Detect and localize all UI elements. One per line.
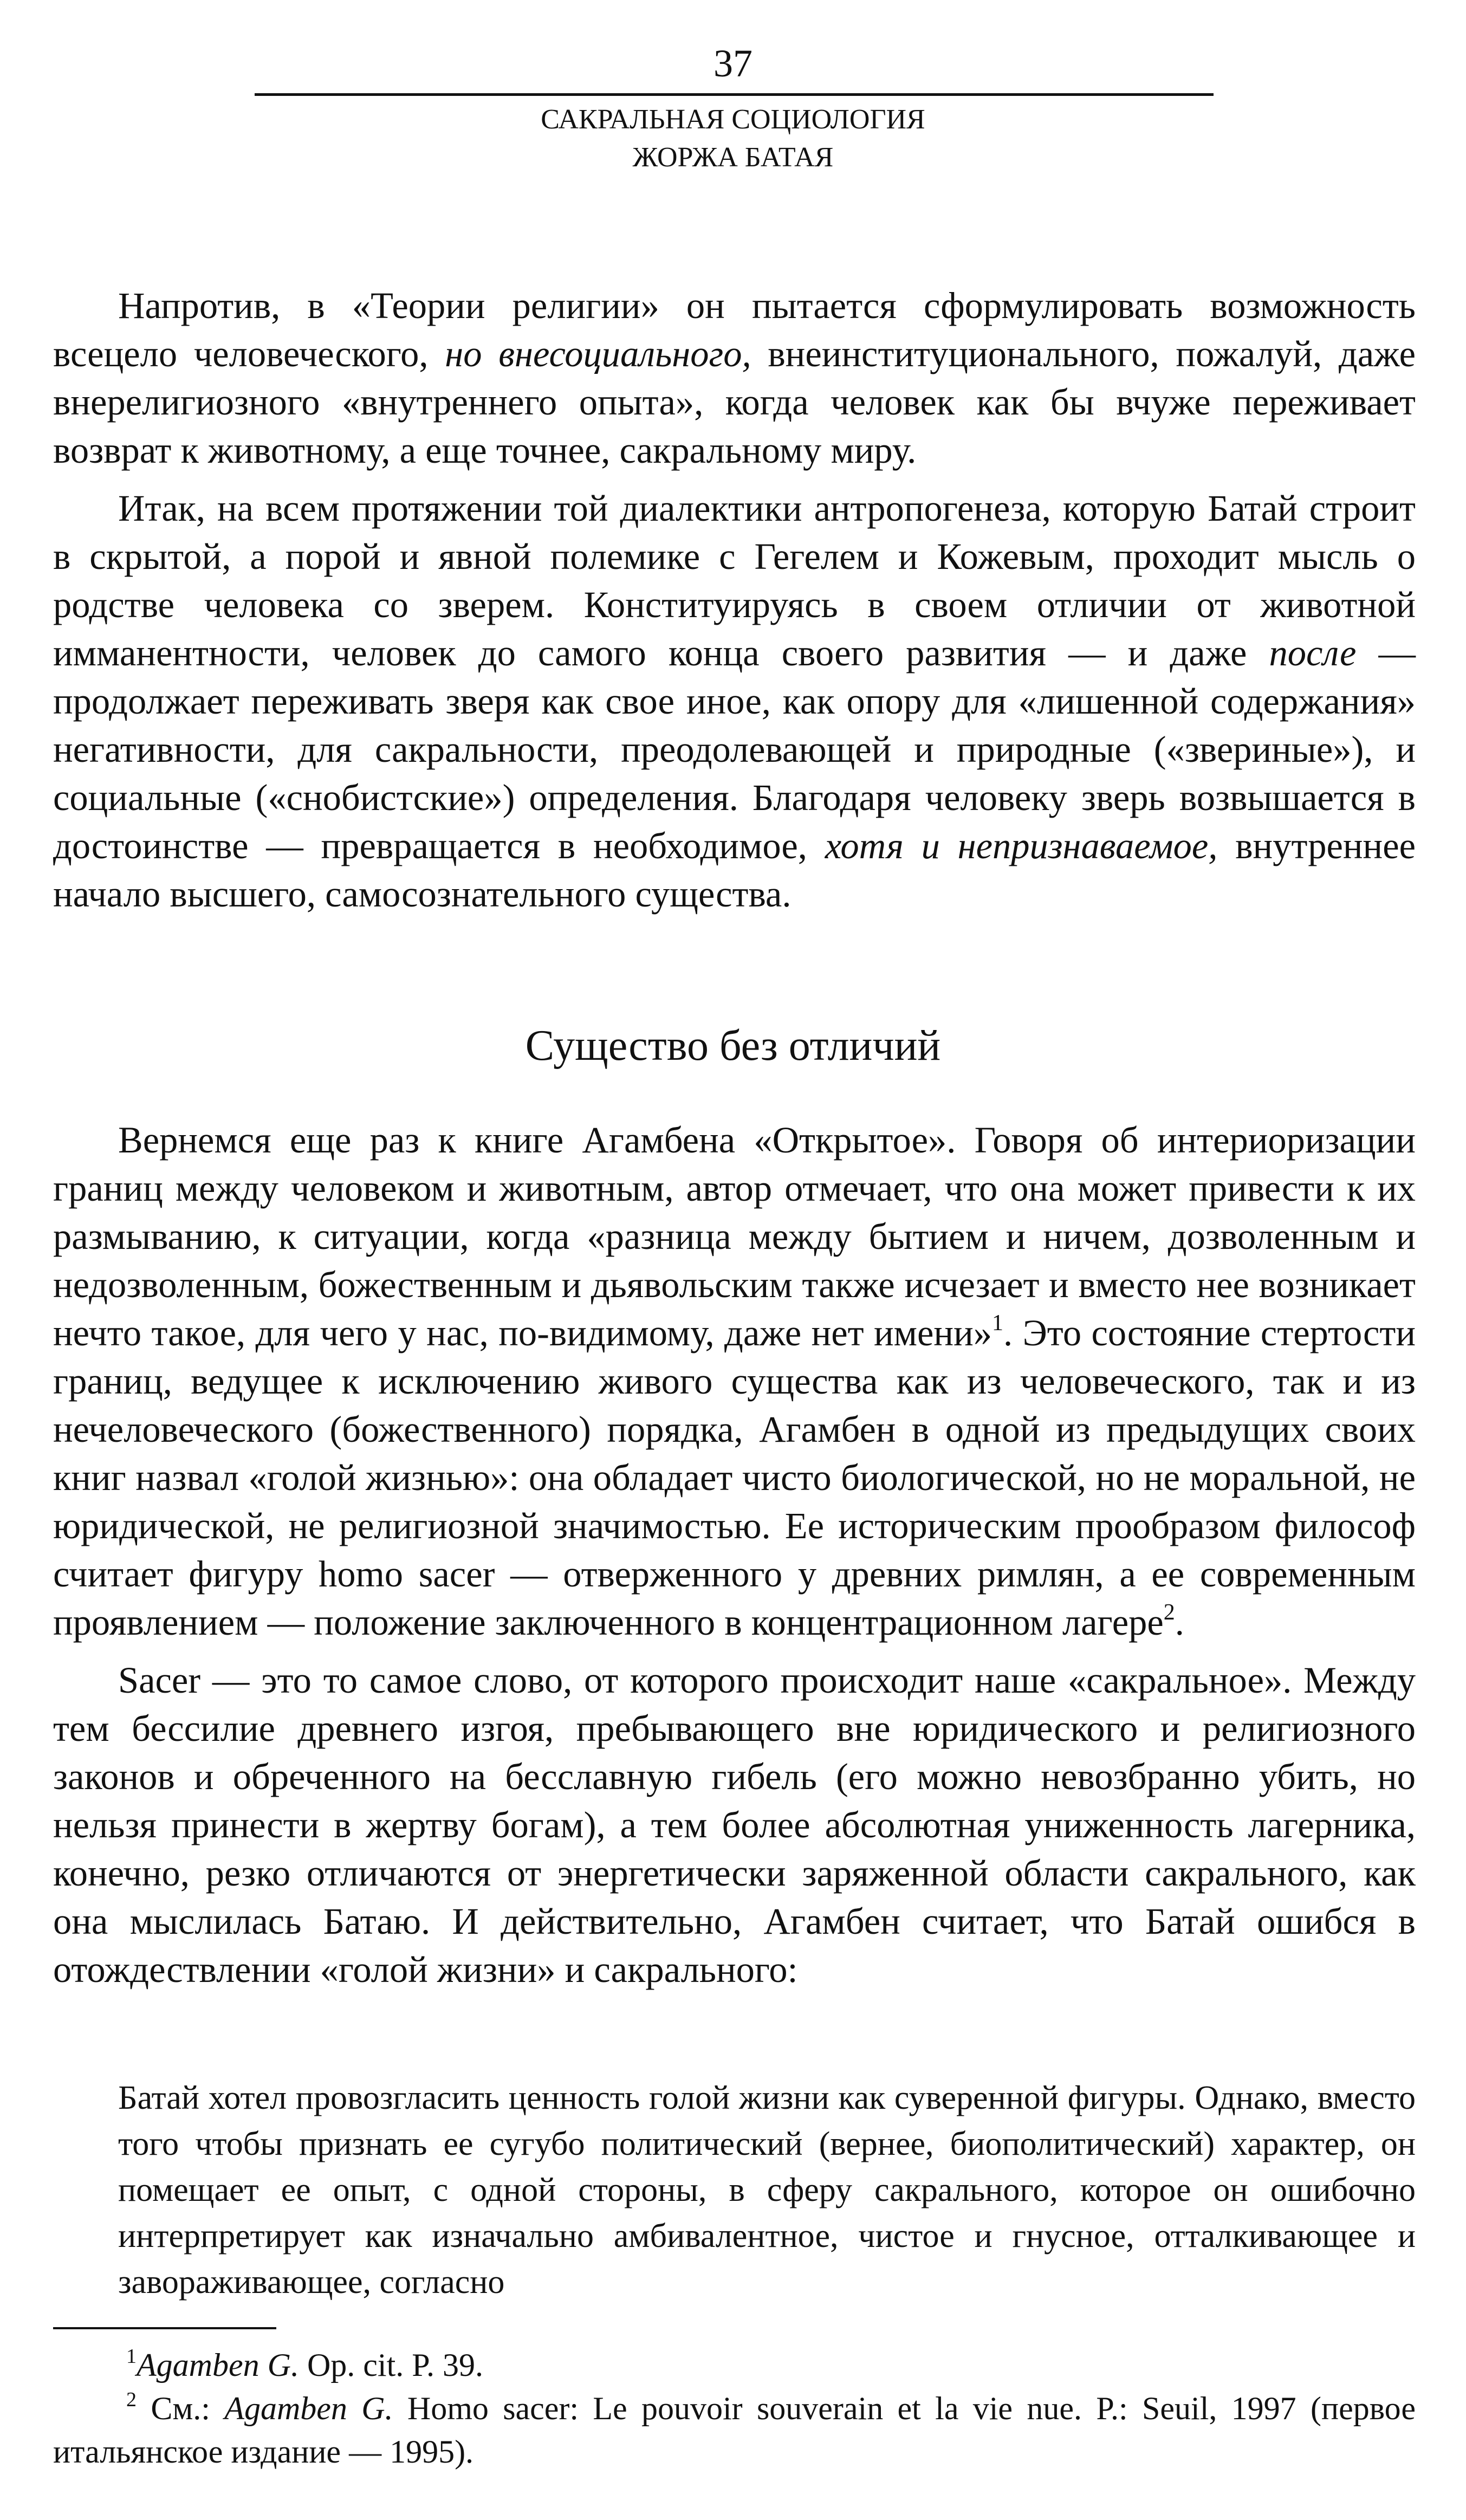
section-heading: Существо без отличий — [525, 1022, 941, 1070]
paragraph — [53, 1116, 1416, 1647]
paragraph — [53, 484, 1416, 918]
italic-run: хотя и непризнаваемое, — [825, 825, 1218, 866]
italic-run: после — [1269, 632, 1357, 673]
block-quote — [118, 2075, 1416, 2305]
footnote-number: 1 — [126, 2345, 137, 2368]
quote-text: Батай хотел провозгласить ценность голой жизни как суверенной фигуры. Однако, вместо того чтобы признать ее сугубо политический (вернее, биополитический) характер, он помещает ее опыт, с одной стороны, в сферу сакрального, которое он ошибочно интерпретирует как изначально амбивалентное, чистое и гнусное, отталкивающее и завораживающее, согласно — [118, 2080, 1416, 2301]
footnote-author: Agamben G. — [137, 2347, 299, 2383]
text-run: Напротив, в «Теории религии» он пытается сформулировать возможность всецело человеческого, — [53, 285, 1416, 374]
footnote-author: Agamben G. — [224, 2391, 393, 2426]
running-title-line-1: САКРАЛЬНАЯ СОЦИОЛОГИЯ — [541, 104, 925, 135]
running-title — [0, 101, 1466, 177]
italic-run: но внесоциального, — [445, 333, 751, 374]
footnote-text: Op. cit. P. 39. — [299, 2347, 483, 2383]
text-run: . — [1175, 1602, 1184, 1643]
text-block-main — [53, 1116, 1416, 1994]
running-title-line-2: ЖОРЖА БАТАЯ — [632, 142, 834, 173]
footnote-text: См.: — [137, 2391, 225, 2426]
footnote-ref[interactable]: 2 — [1163, 1600, 1175, 1625]
paragraph: Sacer — это то самое слово, от которого происходит наше «сакральное». Между тем бессилие древнего изгоя, пребывающего вне юридического и религиозного законов и обреченного на бесславную гибель (его можно невозбранно убить, но нельзя принести в жертву богам), а тем более абсолютная униженность лагерника, конечно, резко отличаются от энергетически заряженной области сакрального, как она мыслилась Батаю. И действительно, Агамбен считает, что Батай ошибся в отождествлении «голой жизни» и сакрального: — [53, 1660, 1416, 1990]
text-run: внутреннее начало высшего, самосознательного существа. — [53, 825, 1416, 915]
footnote-1 — [53, 2343, 1416, 2387]
text-block-top — [53, 282, 1416, 918]
paragraph — [53, 282, 1416, 475]
footnote-ref[interactable]: 1 — [992, 1311, 1003, 1336]
footnotes — [53, 2343, 1416, 2473]
footnote-rule — [53, 2327, 276, 2329]
text-run: внеинституционального, пожалуй, даже внерелигиозного «внутреннего опыта», когда человек как бы вчуже переживает возврат к животному, а еще точнее, сакральному миру. — [53, 333, 1416, 471]
header-rule — [255, 93, 1214, 96]
text-run: — продолжает переживать зверя как свое иное, как опору для «лишенной содержания» негативности, для сакральности, преодолевающей и природные («звериные»), и социальные («снобистские») определения. Благодаря человеку зверь возвышается в достоинстве — превращается в необходимое, — [53, 632, 1416, 866]
footnote-text: Homo sacer: Le pouvoir souverain et la vie nue. P.: Seuil, 1997 (первое итальянское издание — 1995). — [53, 2391, 1416, 2470]
footnote-number: 2 — [126, 2388, 137, 2411]
text-run: . Это состояние стертости границ, ведущее к исключению живого существа как из человеческого, так и из нечеловеческого (божественного) порядка, Агамбен в одной из предыдущих своих книг назвал «голой жизнью»: она обладает чисто биологической, но не моральной, не юридической, не религиозной значимостью. Ее историческим прообразом философ считает фигуру homo sacer — отверженного у древних римлян, а ее современным проявлением — положение заключенного в концентрационном лагере — [53, 1312, 1416, 1643]
text-run: Итак, на всем протяжении той диалектики антропогенеза, которую Батай строит в скрытой, а порой и явной полемике с Гегелем и Кожевым, проходит мысль о родстве человека со зверем. Конституируясь в своем отличии от животной имманентности, человек до самого конца своего развития — и даже — [53, 488, 1416, 673]
footnote-2 — [53, 2387, 1416, 2473]
page-number: 37 — [713, 42, 753, 85]
text-run: Вернемся еще раз к книге Агамбена «Открытое». Говоря об интериоризации границ между человеком и животным, автор отмечает, что она может привести к их размыванию, к ситуации, когда «разница между бытием и ничем, дозволенным и недозволенным, божественным и дьявольским также исчезает и вместо нее возникает нечто такое, для чего у нас, по-видимому, даже нет имени» — [53, 1119, 1416, 1353]
